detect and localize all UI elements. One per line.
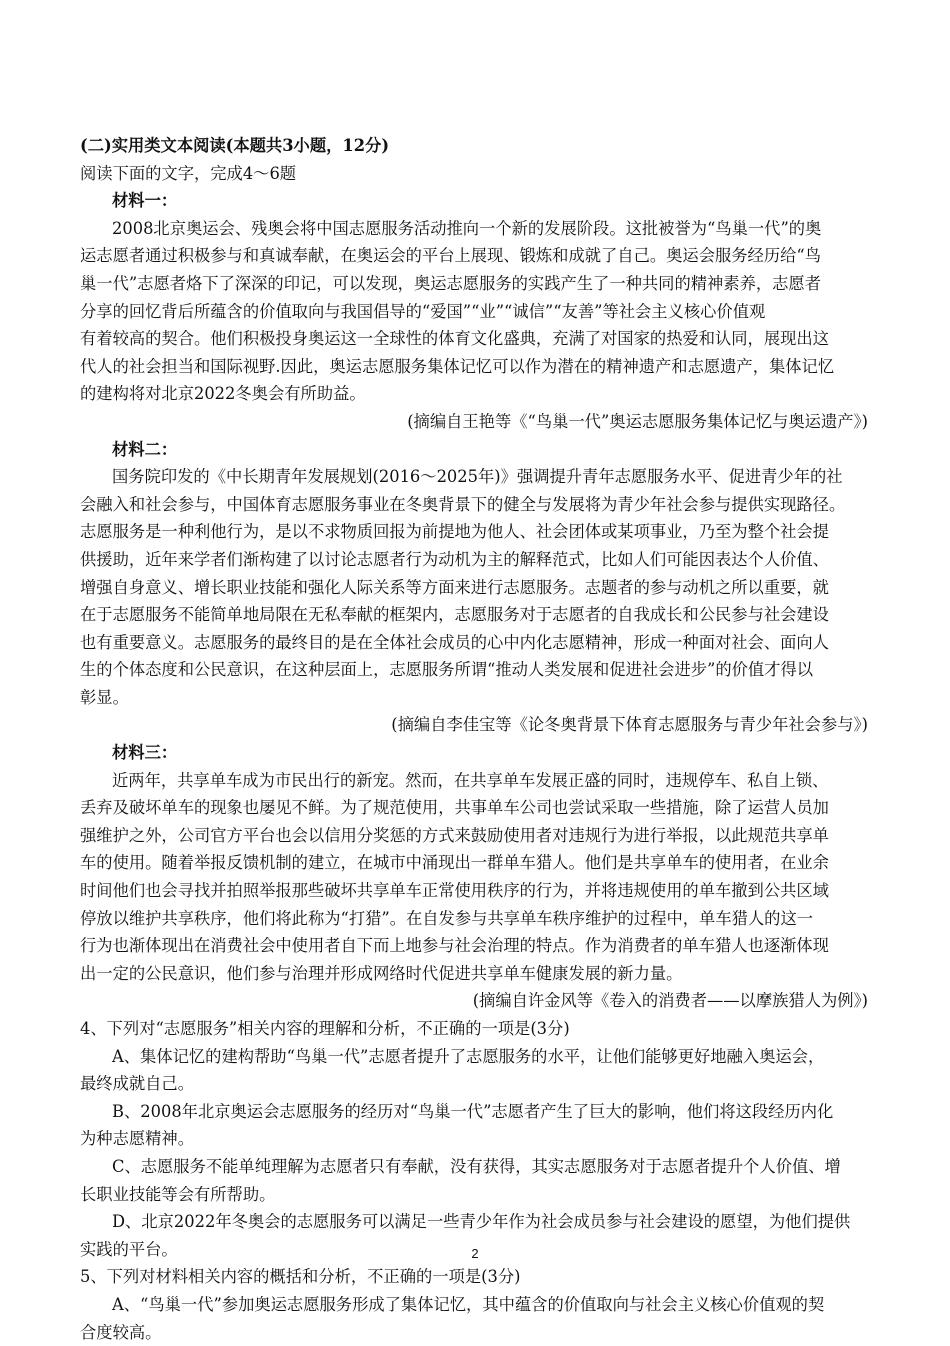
section-title: (二)实用类文本阅读(本题共3小题，12分) bbox=[80, 136, 390, 155]
question4-stem: 4、下列对“志愿服务”相关内容的理解和分析，不正确的一项是(3分) bbox=[80, 1019, 570, 1038]
instruction: 阅读下面的文字，完成4～6题 bbox=[80, 163, 297, 183]
option-line: C、志愿服务不能单纯理解为志愿者只有奉献，没有获得，其实志愿服务对于志愿者提升个人价值、增 bbox=[112, 1156, 841, 1176]
question5-stem: 5、下列对材料相关内容的概括和分析，不正确的一项是(3分) bbox=[80, 1267, 521, 1287]
option-line: 实践的平台。 bbox=[80, 1239, 178, 1259]
option-line: 最终成就自己。 bbox=[80, 1074, 194, 1094]
material2-heading: 材料二： bbox=[112, 439, 178, 459]
material1-line: 有着较高的契合。他们积极投身奥运这一全球性的体育文化盛典，充满了对国家的热爱和认同，展现出这 bbox=[80, 329, 829, 349]
material3-heading: 材料三： bbox=[112, 743, 178, 763]
material1-paragraph bbox=[80, 215, 870, 408]
material3-line: 时间他们也会寻找并拍照举报那些破坏共享单车正常使用秩序的行为，并将违规使用的单车撤到公共区域 bbox=[80, 881, 829, 901]
question4-option-a[interactable] bbox=[80, 1043, 870, 1098]
material2-line: 志愿服务是一种利他行为，是以不求物质回报为前提地为他人、社会团体或某项事业，乃至为整个社会提 bbox=[80, 522, 829, 542]
material2-line: 增强自身意义、增长职业技能和强化人际关系等方面来进行志愿服务。志题者的参与动机之所以重要，就 bbox=[80, 577, 829, 597]
material1-line: 运志愿者通过积极参与和真诚奉献，在奥运会的平台上展现、锻炼和成就了自己。奥运会服务经历给“鸟 bbox=[80, 246, 821, 266]
option-line: A、“鸟巢一代”参加奥运志愿服务形成了集体记忆，其中蕴含的价值取向与社会主义核心价值观的契 bbox=[112, 1294, 825, 1314]
material1-line: 巢一代”志愿者烙下了深深的印记，可以发现，奥运志愿服务的实践产生了一种共同的精神素养，志愿者 bbox=[80, 273, 821, 293]
material2-line: 也有重要意义。志愿服务的最终目的是在全体社会成员的心中内化志愿精神，形成一种面对社会、面向人 bbox=[80, 632, 829, 652]
material3-line: 停放以维护共享秩序，他们将此称为“打猎”。在自发参与共享单车秩序维护的过程中，单车猎人的这一 bbox=[80, 908, 814, 928]
material3-line: 强维护之外，公司官方平台也会以信用分奖惩的方式来鼓励使用者对违规行为进行举报，以此规范共享单 bbox=[80, 825, 829, 845]
material1-line: 分享的回忆背后所蕴含的价值取向与我国倡导的“爱国”“业”“诚信”“友善”等社会主义核心价值观 bbox=[80, 301, 766, 321]
material2-paragraph bbox=[80, 463, 870, 711]
question4-option-c[interactable] bbox=[80, 1153, 870, 1208]
material3-source: (摘编自许金风等《卷入的消费者——以摩族猎人为例》) bbox=[472, 991, 868, 1011]
material3-line: 车的使用。随着举报反馈机制的建立，在城市中涌现出一群单车猎人。他们是共享单车的使用者，在业余 bbox=[80, 853, 829, 873]
material1-heading: 材料一： bbox=[112, 191, 178, 211]
question5-option-a[interactable] bbox=[80, 1291, 870, 1346]
material2-line: 生的个体态度和公民意识，在这种层面上，志愿服务所谓“推动人类发展和促进社会进步”的价值才得以 bbox=[80, 660, 814, 680]
material3-paragraph bbox=[80, 767, 870, 988]
material2-line: 会融入和社会参与，中国体育志愿服务事业在冬奥背景下的健全与发展将为青少年社会参与提供实现路径。 bbox=[80, 494, 846, 514]
page-number: 2 bbox=[471, 1246, 479, 1261]
material2-source: (摘编自李佳宝等《论冬奥背景下体育志愿服务与青少年社会参与》) bbox=[391, 715, 868, 735]
material1-source: (摘编自王艳等《“鸟巢一代”奥运志愿服务集体记忆与奥运遗产》) bbox=[407, 411, 868, 431]
material3-line: 丢弃及破坏单车的现象也屡见不鲜。为了规范使用，共事单车公司也尝试采取一些措施，除了运营人员加 bbox=[80, 798, 829, 818]
option-line: 长职业技能等会有所帮助。 bbox=[80, 1184, 276, 1204]
material2-line: 在于志愿服务不能简单地局限在无私奉献的框架内，志愿服务对于志愿者的自我成长和公民参与社会建设 bbox=[80, 605, 829, 625]
option-line: 合度较高。 bbox=[80, 1322, 162, 1342]
material2-line: 彰显。 bbox=[80, 687, 129, 707]
material2-line: 供援助，近年来学者们渐构建了以讨论志愿者行为动机为主的解释范式，比如人们可能因表达个人价值、 bbox=[80, 549, 829, 569]
material3-line: 出一定的公民意识，他们参与治理并形成网络时代促进共享单车健康发展的新力量。 bbox=[80, 963, 683, 983]
question4-option-b[interactable] bbox=[80, 1098, 870, 1153]
material2-line: 国务院印发的《中长期青年发展规划(2016～2025年)》强调提升青年志愿服务水平、促进青少年的社 bbox=[112, 467, 843, 487]
material3-line: 近两年，共享单车成为市民出行的新宠。然而，在共享单车发展正盛的同时，违规停车、私自上锁、 bbox=[112, 770, 829, 790]
option-line: B、2008年北京奥运会志愿服务的经历对“鸟巢一代”志愿者产生了巨大的影响，他们将这段经历内化 bbox=[112, 1101, 834, 1121]
option-line: A、集体记忆的建构帮助“鸟巢一代”志愿者提升了志愿服务的水平，让他们能够更好地融入奥运会， bbox=[112, 1046, 825, 1066]
material1-line: 代人的社会担当和国际视野.因此，奥运志愿服务集体记忆可以作为潜在的精神遗产和志愿遗产，集体记忆 bbox=[80, 356, 835, 376]
document-body bbox=[80, 132, 870, 1346]
material1-line: 2008北京奥运会、残奥会将中国志愿服务活动推向一个新的发展阶段。这批被誉为“鸟巢一代”的奥 bbox=[112, 218, 822, 238]
option-line: D、北京2022年冬奥会的志愿服务可以满足一些青少年作为社会成员参与社会建设的愿望，为他们提供 bbox=[112, 1212, 851, 1232]
option-line: 为种志愿精神。 bbox=[80, 1129, 194, 1149]
material3-line: 行为也渐体现出在消费社会中使用者自下而上地参与社会治理的特点。作为消费者的单车猎人也逐渐体现 bbox=[80, 936, 829, 956]
material1-line: 的建构将对北京2022冬奥会有所助益。 bbox=[80, 384, 366, 404]
